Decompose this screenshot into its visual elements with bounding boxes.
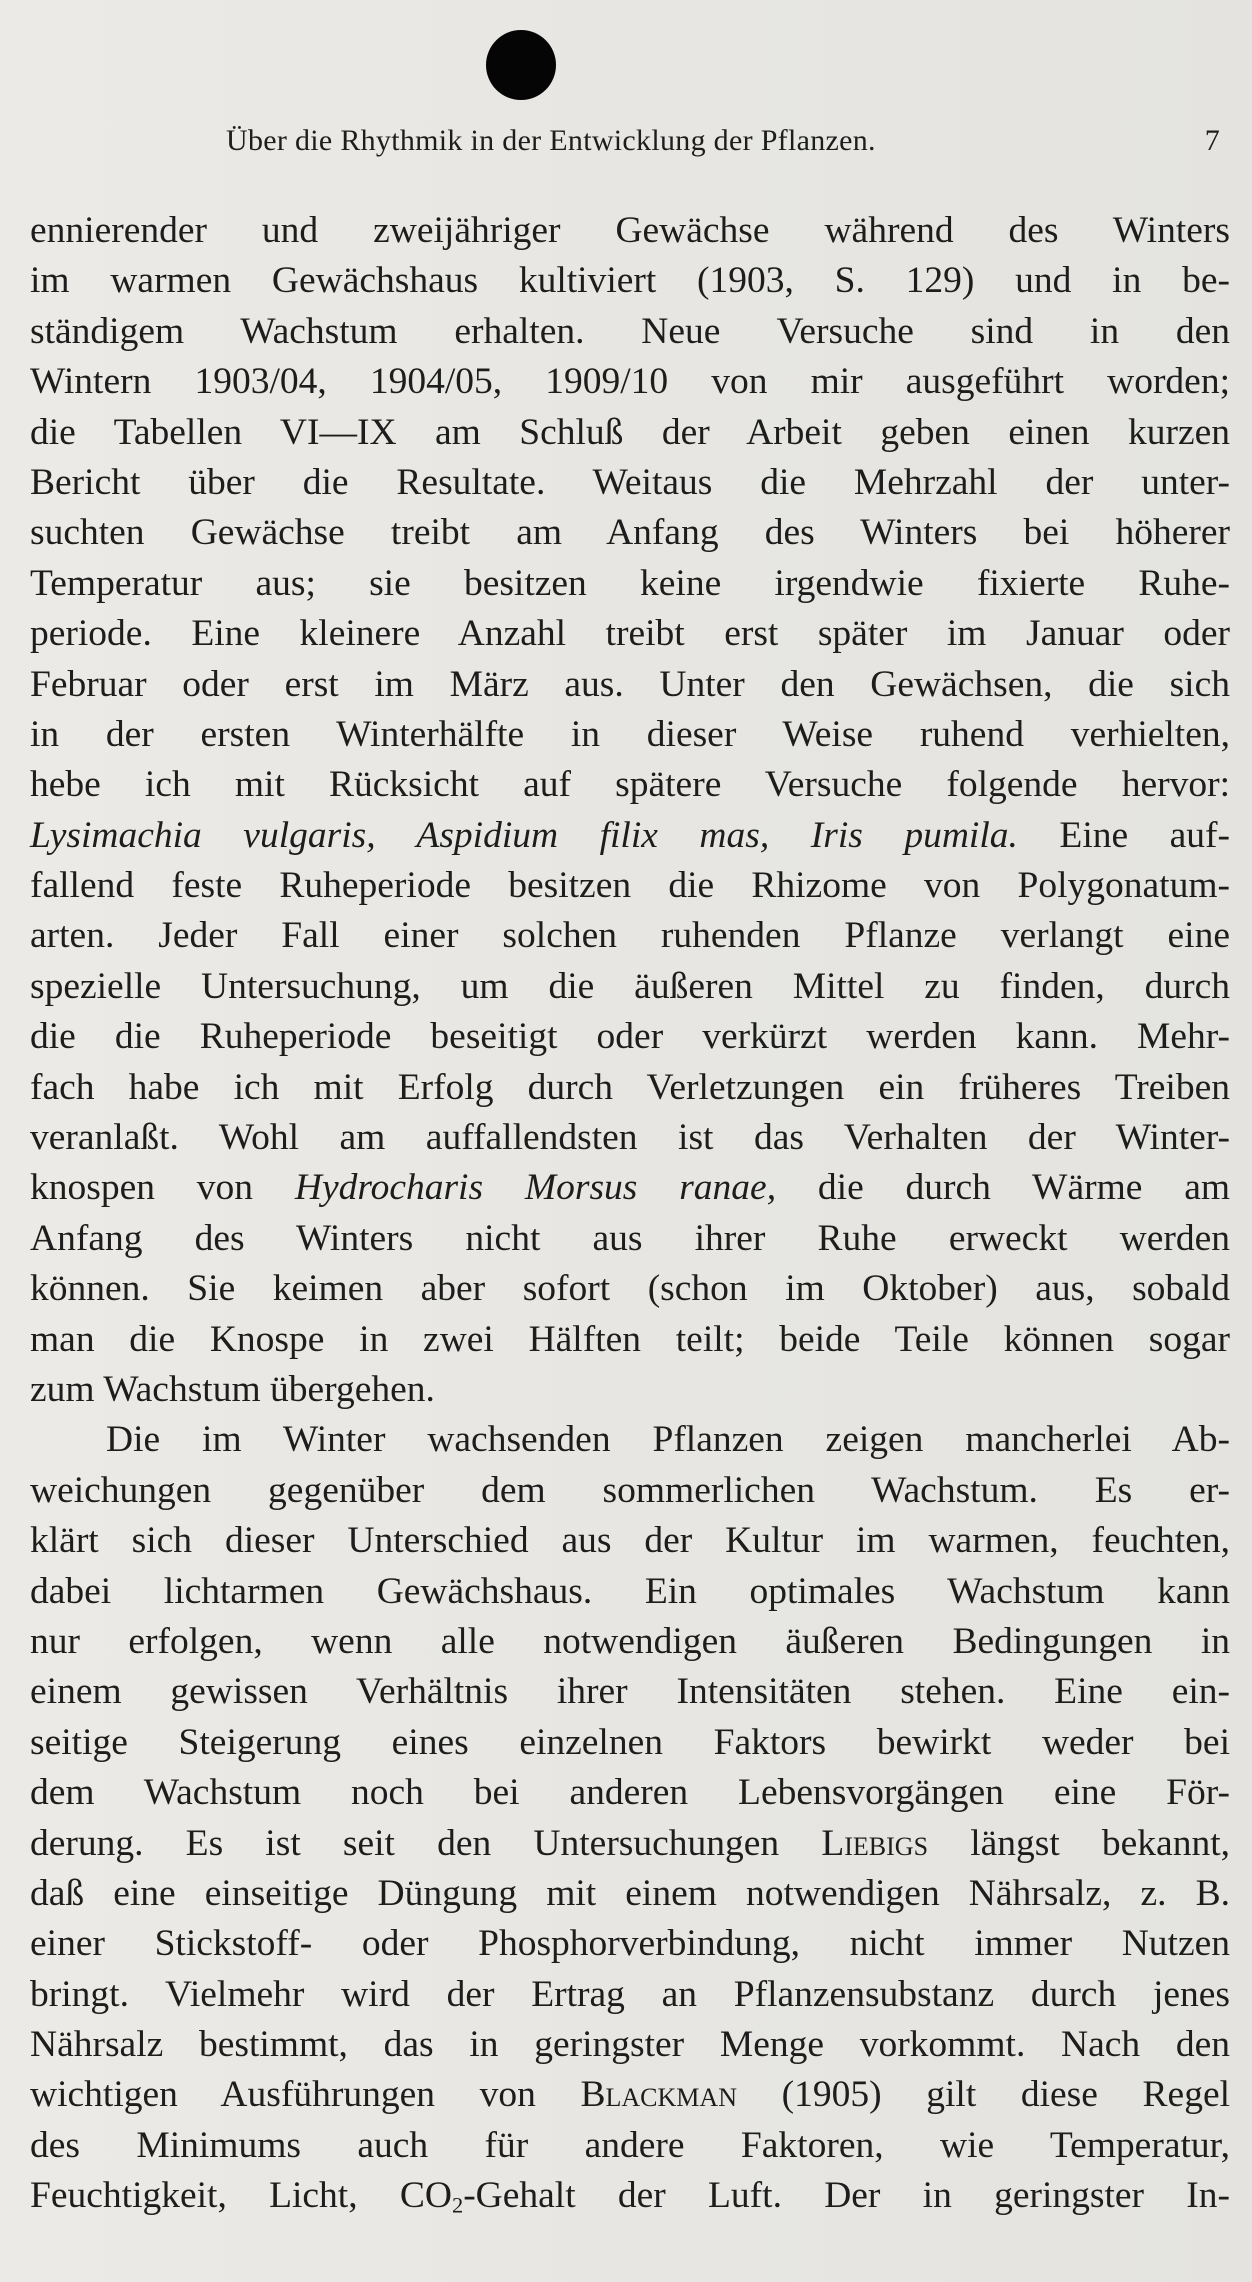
- species-name-italic: Hydrocharis Morsus ranae,: [294, 1167, 777, 1209]
- text-line: die die Ruheperiode beseitigt oder verkürzt werden kann. Mehr-: [30, 1016, 1230, 1058]
- text-line: einem gewissen Verhältnis ihrer Intensitäten stehen. Eine ein-: [30, 1671, 1230, 1713]
- running-title: Über die Rhythmik in der Entwicklung der Pflanzen.: [226, 124, 876, 157]
- text-line: [30, 2070, 1230, 2120]
- text-line: Temperatur aus; sie besitzen keine irgendwie fixierte Ruhe-: [30, 562, 1230, 604]
- text-line: ennierender und zweijähriger Gewächse während des Winters: [30, 210, 1230, 251]
- text-line: nur erfolgen, wenn alle notwendigen äußeren Bedingungen in: [30, 1620, 1230, 1662]
- text-line: zum Wachstum übergehen.: [30, 1368, 435, 1410]
- text-line: im warmen Gewächshaus kultiviert (1903, S. 129) und in be-: [30, 260, 1230, 302]
- author-name-smallcaps: Blackman: [580, 2074, 737, 2116]
- text-line: in der ersten Winterhälfte in dieser Weise ruhend verhielten,: [30, 713, 1230, 755]
- line-tail: -Gehalt der Luft. Der in geringster In-: [463, 2175, 1230, 2217]
- text-line: seitige Steigerung eines einzelnen Faktors bewirkt weder bei: [30, 1721, 1230, 1763]
- text-line: Die im Winter wachsenden Pflanzen zeigen mancherlei Ab-: [106, 1419, 1230, 1461]
- text-line: veranlaßt. Wohl am auffallendsten ist das Verhalten der Winter-: [30, 1117, 1230, 1159]
- text-line: klärt sich dieser Unterschied aus der Kultur im warmen, feuchten,: [30, 1520, 1230, 1562]
- text-line: Bericht über die Resultate. Weitaus die Mehrzahl der unter-: [30, 461, 1230, 503]
- text-line: die Tabellen VI—IX am Schluß der Arbeit geben einen kurzen: [30, 411, 1230, 453]
- text-line: ständigem Wachstum erhalten. Neue Versuche sind in den: [30, 310, 1230, 352]
- text-line: Nährsalz bestimmt, das in geringster Menge vorkommt. Nach den: [30, 2024, 1230, 2066]
- line-head: Feuchtigkeit, Licht, CO: [30, 2175, 452, 2217]
- line-tail: Eine auf-: [1059, 814, 1231, 856]
- line-tail: die durch Wärme am: [817, 1167, 1231, 1209]
- text-line: [30, 1163, 1230, 1213]
- line-tail: (1905) gilt diese Regel: [781, 2074, 1231, 2116]
- text-line: [30, 2171, 1230, 2221]
- text-line: Wintern 1903/04, 1904/05, 1909/10 von mir ausgeführt worden;: [30, 361, 1230, 403]
- text-line: [30, 811, 1230, 861]
- text-line: Februar oder erst im März aus. Unter den Gewächsen, die sich: [30, 663, 1230, 705]
- text-line: suchten Gewächse treibt am Anfang des Winters bei höherer: [30, 512, 1230, 554]
- text-line: weichungen gegenüber dem sommerlichen Wachstum. Es er-: [30, 1469, 1230, 1511]
- line-head: knospen von: [30, 1167, 254, 1209]
- author-name-smallcaps: Liebigs: [821, 1822, 929, 1864]
- text-line: Anfang des Winters nicht aus ihrer Ruhe erweckt werden: [30, 1217, 1230, 1259]
- text-line: spezielle Untersuchung, um die äußeren Mittel zu finden, durch: [30, 965, 1230, 1007]
- running-header: [226, 124, 1226, 164]
- text-line: man die Knospe in zwei Hälften teilt; beide Teile können sogar: [30, 1318, 1230, 1360]
- text-line: [30, 1819, 1230, 1869]
- text-line: einer Stickstoff- oder Phosphorverbindung, nicht immer Nutzen: [30, 1923, 1230, 1965]
- text-line: fallend feste Ruheperiode besitzen die Rhizome von Polygonatum-: [30, 865, 1230, 907]
- species-names-italic: Lysimachia vulgaris, Aspidium filix mas, Iris pumila.: [30, 814, 1018, 856]
- text-line: bringt. Vielmehr wird der Ertrag an Pflanzensubstanz durch jenes: [30, 1973, 1230, 2015]
- text-line: daß eine einseitige Düngung mit einem notwendigen Nährsalz, z. B.: [30, 1872, 1230, 1914]
- text-line: fach habe ich mit Erfolg durch Verletzungen ein früheres Treiben: [30, 1066, 1230, 1108]
- punch-hole-mark: [486, 30, 556, 100]
- text-line: dem Wachstum noch bei anderen Lebensvorgängen eine För-: [30, 1772, 1230, 1814]
- text-line: periode. Eine kleinere Anzahl treibt erst später im Januar oder: [30, 613, 1230, 655]
- text-line: des Minimums auch für andere Faktoren, wie Temperatur,: [30, 2124, 1230, 2166]
- line-tail: längst bekannt,: [970, 1822, 1230, 1864]
- line-head: wichtigen Ausführungen von: [30, 2074, 536, 2116]
- text-line: hebe ich mit Rücksicht auf spätere Versuche folgende hervor:: [30, 764, 1230, 806]
- subscript-digit: 2: [451, 2192, 464, 2218]
- text-line: können. Sie keimen aber sofort (schon im Oktober) aus, sobald: [30, 1268, 1230, 1310]
- page-number: 7: [1204, 124, 1220, 157]
- text-line: arten. Jeder Fall einer solchen ruhenden Pflanze verlangt eine: [30, 915, 1230, 957]
- line-head: derung. Es ist seit den Untersuchungen: [30, 1822, 780, 1864]
- body-text: [30, 206, 1230, 2222]
- text-line: dabei lichtarmen Gewächshaus. Ein optimales Wachstum kann: [30, 1570, 1230, 1612]
